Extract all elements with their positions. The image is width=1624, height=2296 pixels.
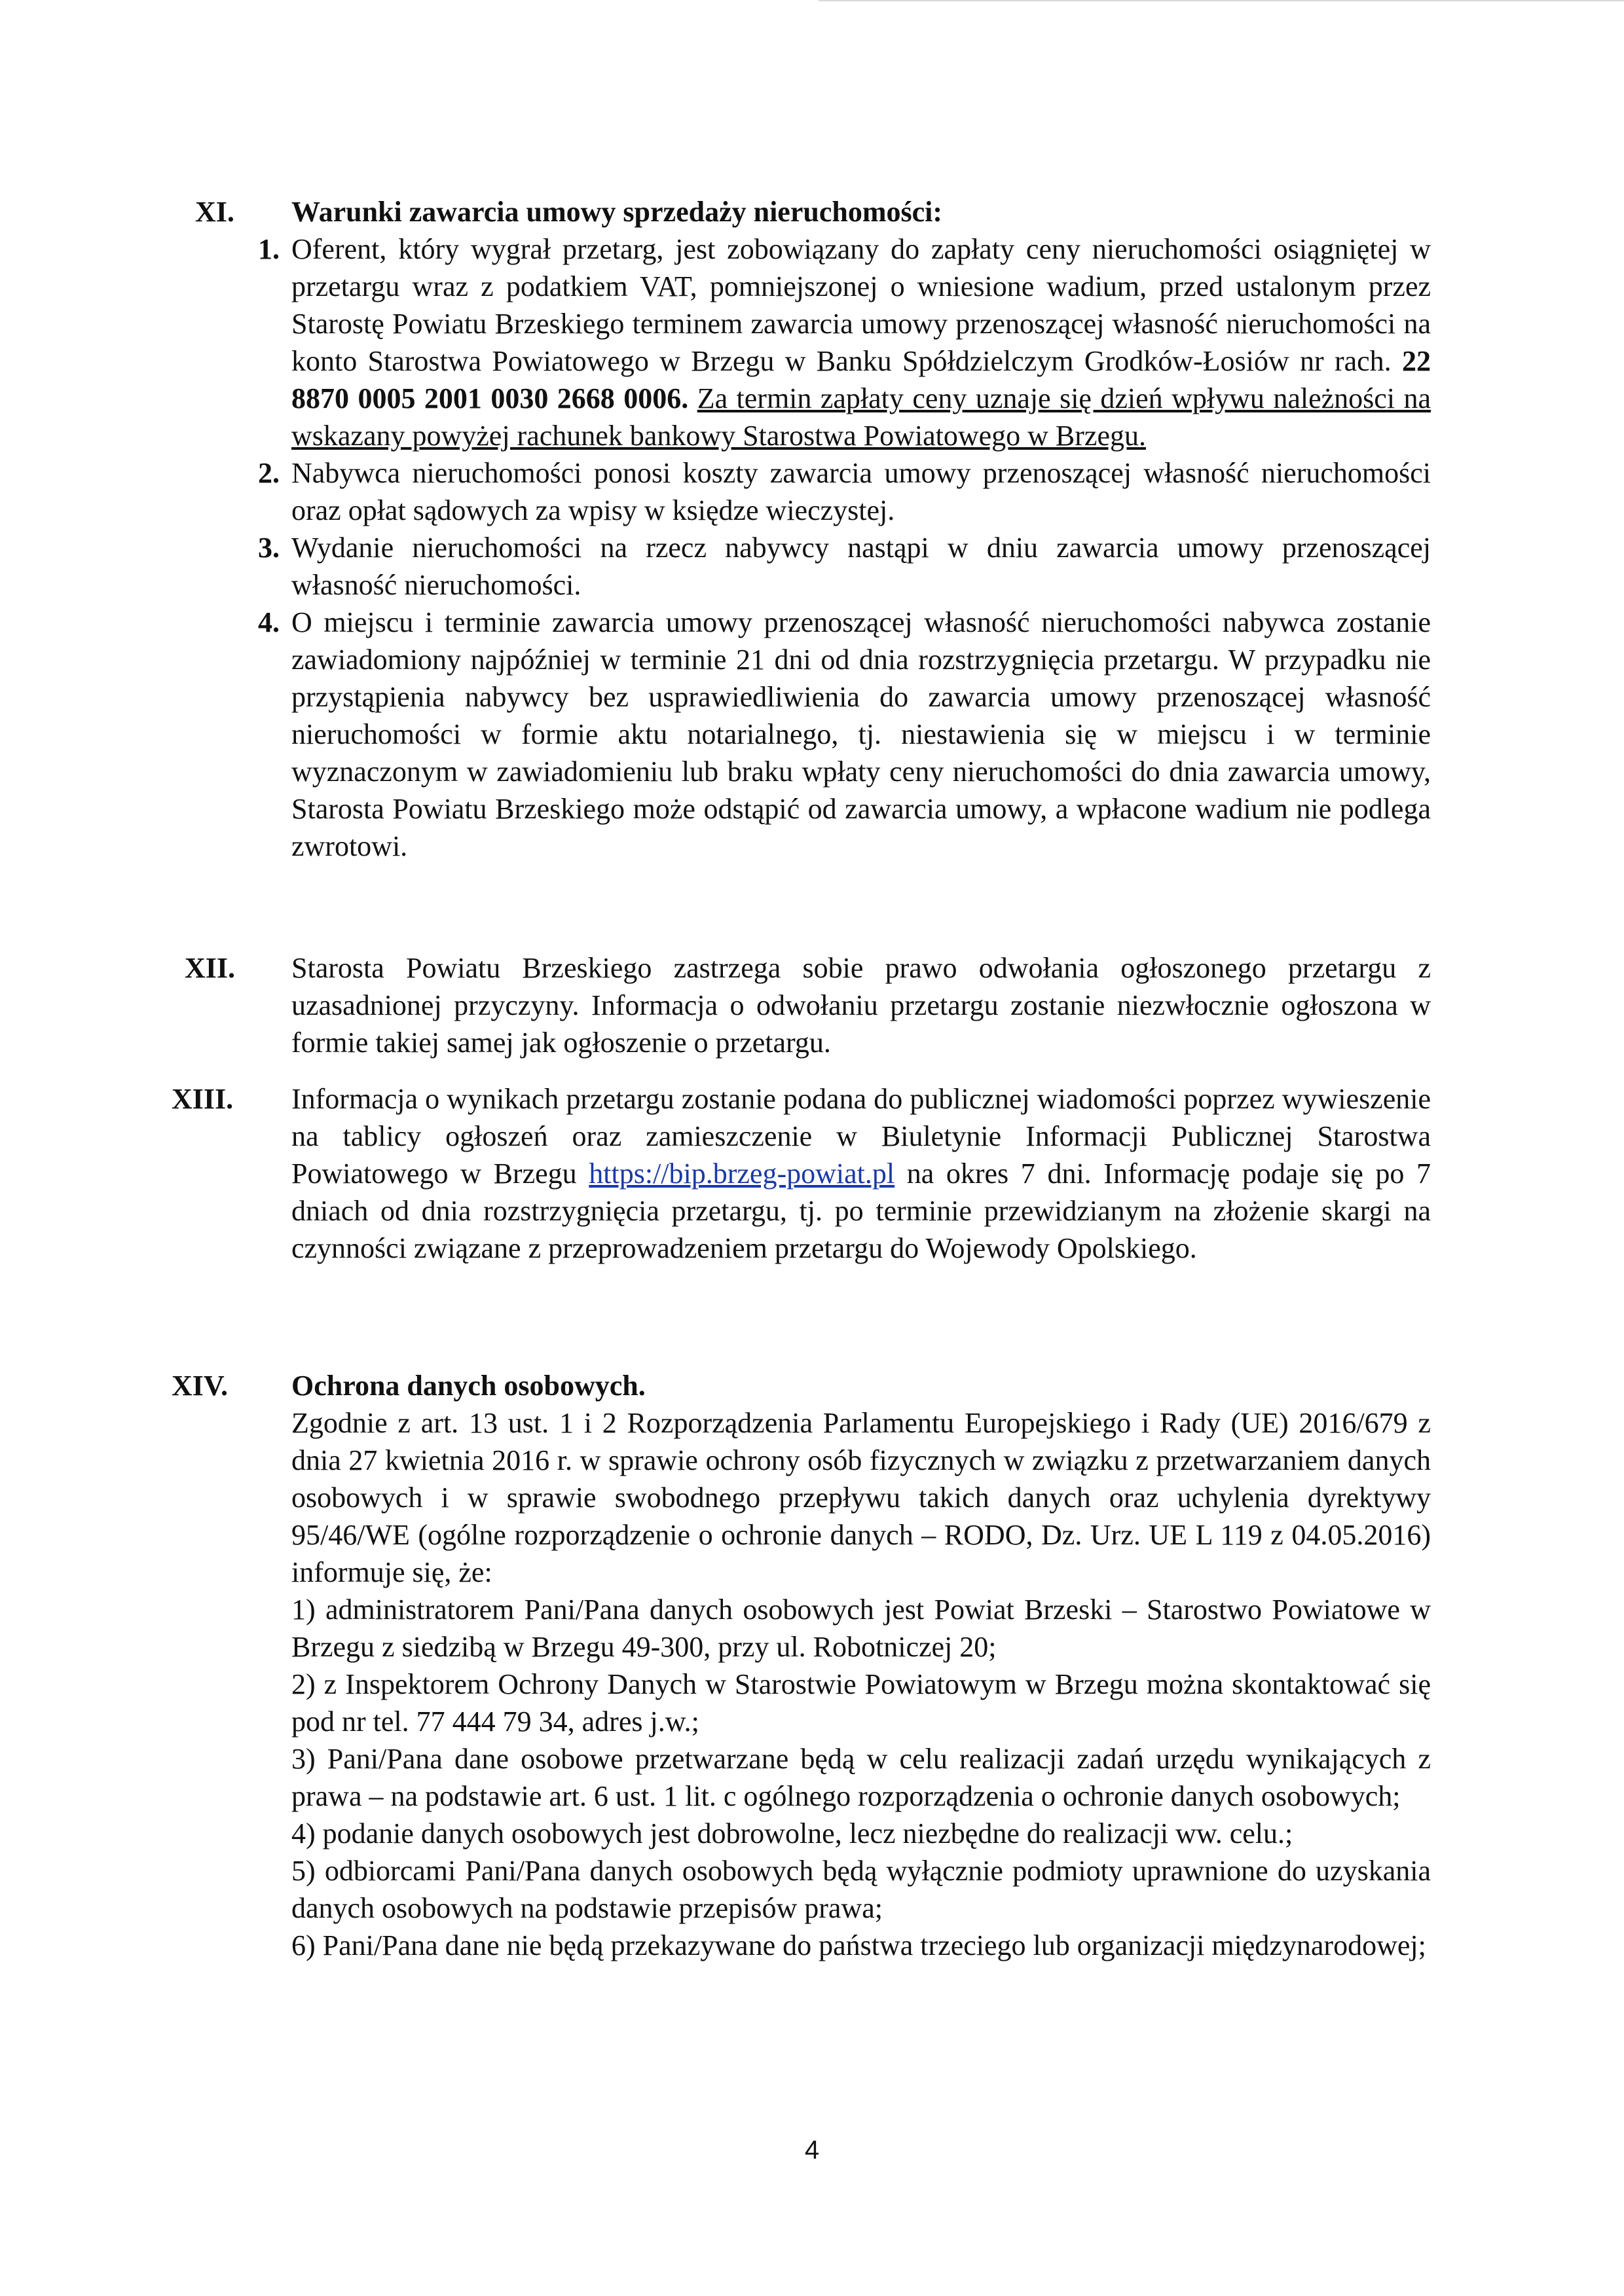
item-number: 2.: [258, 457, 280, 489]
gdpr-point: 6) Pani/Pana dane nie będą przekazywane do państwa trzeciego lub organizacji międzynarodowej;: [291, 1929, 1426, 1961]
section-numeral: XI.: [195, 196, 234, 228]
item-number: 1.: [258, 233, 280, 265]
item-text: O miejscu i terminie zawarcia umowy przenoszącej własność nieruchomości nabywca zostanie zawiadomiony najpóźniej w terminie 21 dni od dnia rozstrzygnięcia przetargu. W przypadku nie przystąpienia nabywcy bez usprawiedliwienia do zawarcia umowy przenoszącej własność nieruchomości w formie aktu notarialnego, tj. niestawienia się w miejscu i w terminie wyznaczonym w zawiadomieniu lub braku wpłaty ceny nieruchomości do dnia zawarcia umowy, Starosta Powiatu Brzeskiego może odstąpić od zawarcia umowy, a wpłacone wadium nie podlega zwrotowi.: [291, 606, 1431, 862]
list-item: [258, 230, 1431, 454]
list-item: [258, 454, 1431, 529]
gdpr-point: 1) administratorem Pani/Pana danych osobowych jest Powiat Brzeski – Starostwo Powiatowe w Brzegu z siedzibą w Brzegu 49-300, przy ul. Robotniczej 20;: [291, 1594, 1431, 1663]
gdpr-intro: Zgodnie z art. 13 ust. 1 i 2 Rozporządzenia Parlamentu Europejskiego i Rady (UE) 2016/679 z dnia 27 kwietnia 2016 r. w sprawie ochrony osób fizycznych w związku z przetwarzaniem danych osobowych i w sprawie swobodnego przepływu takich danych oraz uchylenia dyrektywy 95/46/WE (ogólne rozporządzenie o ochronie danych – RODO, Dz. Urz. UE L 119 z 04.05.2016) informuje się, że:: [291, 1407, 1431, 1588]
list-item: [258, 529, 1431, 604]
section-text: Informacja o wynikach przetargu zostanie podana do publicznej wiadomości poprzez wywieszenie na tablicy ogłoszeń oraz zamieszczenie w Biuletynie Informacji Publicznej Starostwa Powiatowego w Brzegu https://bip.brzeg-powiat.pl na okres 7 dni. Informację podaje się po 7 dniach od dnia rozstrzygnięcia przetargu, tj. po terminie przewidzianym na złożenie skargi na czynności związane z przeprowadzeniem przetargu do Wojewody Opolskiego.: [291, 1083, 1431, 1264]
section-body: [258, 193, 1431, 865]
bank-account-number: 22 8870 0005 2001 0030 2668 0006.: [291, 345, 1431, 414]
page-number: 4: [804, 2136, 820, 2164]
section-numeral: XIV.: [172, 1370, 229, 1402]
section-numeral: XIII.: [172, 1083, 234, 1115]
gdpr-point: 4) podanie danych osobowych jest dobrowolne, lecz niezbędne do realizacji ww. celu.;: [291, 1817, 1293, 1850]
gdpr-point: 5) odbiorcami Pani/Pana danych osobowych będą wyłącznie podmioty uprawnione do uzyskania danych osobowych na podstawie przepisów prawa;: [291, 1855, 1431, 1924]
gdpr-point: 3) Pani/Pana dane osobowe przetwarzane będą w celu realizacji zadań urzędu wynikających z prawa – na podstawie art. 6 ust. 1 lit. c ogólnego rozporządzenia o ochronie danych osobowych;: [291, 1743, 1431, 1812]
section-text: Starosta Powiatu Brzeskiego zastrzega sobie prawo odwołania ogłoszonego przetargu z uzasadnionej przyczyny. Informacja o odwołaniu przetargu zostanie niezwłocznie ogłoszona w formie takiej samej jak ogłoszenie o przetargu.: [291, 952, 1431, 1059]
scan-edge-line: [819, 0, 1624, 1]
section-body: [291, 949, 1431, 1061]
list-item: [258, 604, 1431, 865]
item-number: 3.: [258, 532, 280, 564]
item-text: Nabywca nieruchomości ponosi koszty zawarcia umowy przenoszącej własność nieruchomości oraz opłat sądowych za wpisy w księdze wieczystej.: [291, 457, 1431, 526]
section-heading: Ochrona danych osobowych.: [291, 1370, 646, 1402]
gdpr-point: 2) z Inspektorem Ochrony Danych w Starostwie Powiatowym w Brzegu można skontaktować się pod nr tel. 77 444 79 34, adres j.w.;: [291, 1668, 1431, 1738]
bip-link[interactable]: https://bip.brzeg-powiat.pl: [589, 1157, 895, 1190]
item-text: Oferent, który wygrał przetarg, jest zobowiązany do zapłaty ceny nieruchomości osiągniętej w przetargu wraz z podatkiem VAT, pomniejszonej o wniesione wadium, przed ustalonym przez Starostę Powiatu Brzeskiego terminem zawarcia umowy przenoszącej własność nieruchomości na konto Starostwa Powiatowego w Brzegu w Banku Spółdzielczym Grodków-Łosiów nr rach. 22 8870 0005 2001 0030 2668 0006. Za termin zapłaty ceny uznaje się dzień wpływu należności na wskazany powyżej rachunek bankowy Starostwa Powiatowego w Brzegu.: [291, 233, 1431, 452]
section-body: [291, 1080, 1431, 1267]
section-numeral: XII.: [185, 952, 236, 984]
item-number: 4.: [258, 606, 280, 638]
payment-date-note: Za termin zapłaty ceny uznaje się dzień wpływu należności na wskazany powyżej rachunek bankowy Starostwa Powiatowego w Brzegu.: [291, 382, 1431, 452]
section-body: [291, 1367, 1431, 1964]
item-text: Wydanie nieruchomości na rzecz nabywcy nastąpi w dniu zawarcia umowy przenoszącej własność nieruchomości.: [291, 532, 1431, 601]
section-heading: Warunki zawarcia umowy sprzedaży nieruchomości:: [291, 196, 943, 228]
